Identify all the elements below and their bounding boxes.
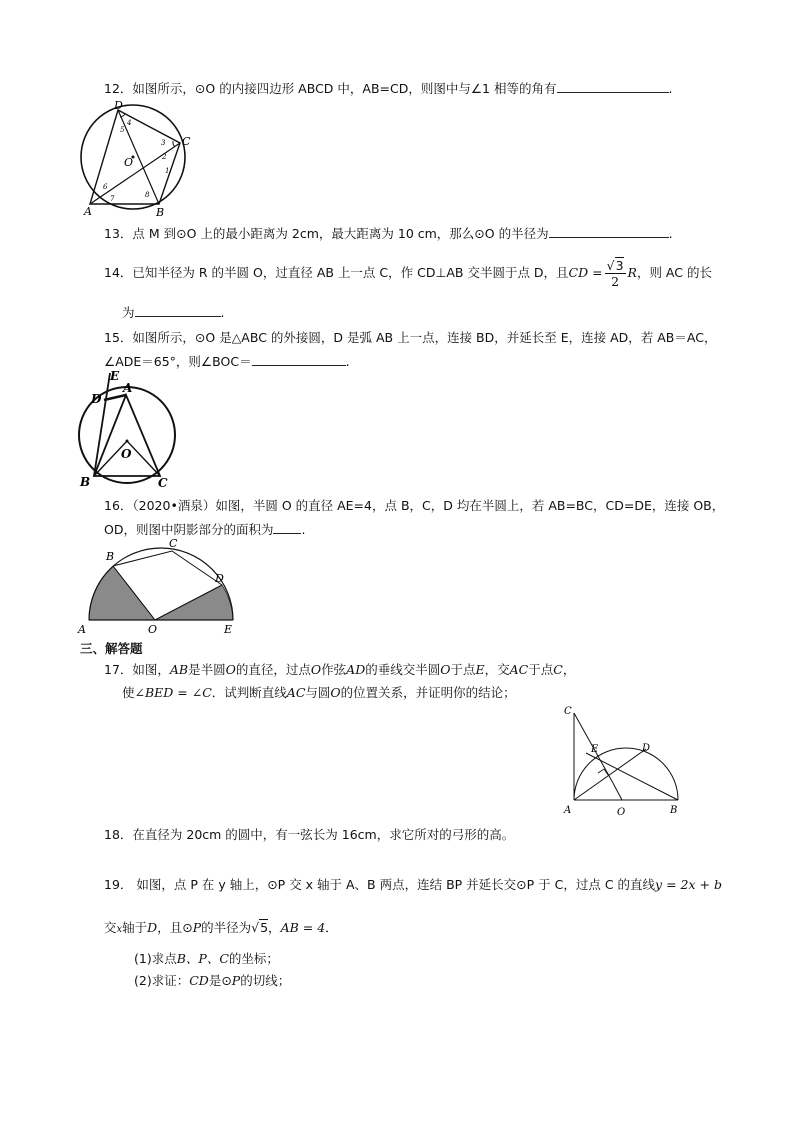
q17-o2: O [310,662,322,677]
q19-s1b: 的坐标； [228,951,279,966]
q19-l2d: 的半径为 [201,920,252,935]
q19-bpc: B、P、C [176,951,229,966]
q14-r: R [627,265,637,280]
q19-line1 [104,876,722,894]
q15-label-C: C [158,476,168,490]
q19-equation: y = 2x + b [655,877,722,892]
q15-line1: 15．如图所示，⊙O 是△ABC 的外接圆，D 是弧 AB 上一点，连接 BD，并延长至 E，连接 AD，若 AB＝AC， [104,330,717,345]
q17-t2: 是半圆 [188,662,226,677]
q17-o1: O [225,662,236,677]
q17-c: C [553,662,563,677]
q12-answer-blank [557,79,669,93]
q15-figure [74,368,184,488]
q19-p: P [192,920,202,935]
q17-t3: 的直径，过点 [235,662,311,677]
q19-cd: CD [189,973,209,988]
q16-label-A: A [78,623,86,636]
q19-l1: 19． 如图，点 P 在 y 轴上，⊙P 交 x 轴于 A、B 两点，连结 BP 并延长交⊙P 于 C，过点 C 的直线 [104,877,656,892]
q19-l2f: ． [325,920,338,935]
q16-end: . [301,522,306,537]
q14-cd: CD = [568,265,603,280]
q17-label-O: O [617,807,626,818]
q17-ac: AC [509,662,529,677]
q17-ac2: AC [286,685,306,700]
q17-t5: 的垂线交半圆 [365,662,441,677]
q13-answer-blank [549,224,669,238]
q17-label-E: E [591,744,599,755]
q17-angle: ∠BED = ∠C [134,685,212,700]
q12-angle-4: 4 [127,119,132,127]
q17-label-C: C [564,706,572,717]
q17-o4: O [330,685,341,700]
q17-figure [560,705,690,820]
q13-end: . [668,226,673,241]
q12-label-O: O [124,156,134,169]
q17-line1 [104,661,575,679]
q17-e: E [475,662,485,677]
q16-line1: 16．（2020•酒泉）如图，半圆 O 的直径 AE=4，点 B，C，D 均在半圆上，若 AB=BC，CD=DE，连接 OB， [104,498,725,513]
q19-p2: P [231,973,241,988]
q16-line2 [104,520,305,539]
q19-x: x [116,924,123,935]
q13-stem: 13．点 M 到⊙O 上的最小距离为 2cm，最大距离为 10 cm，那么⊙O 的半径为 [104,226,549,241]
q17-t8: 于点 [528,662,554,677]
q19-s2b: 是⊙ [208,973,232,988]
q12-label-C: C [182,135,191,148]
q14-line2 [122,303,225,322]
q12-end: . [668,81,673,96]
q17-t9: ， [562,662,576,677]
q17-t6: 于点 [450,662,476,677]
q16-label-O: O [148,623,158,636]
q16-stem: OD，则图中阴影部分的面积为 [104,522,274,537]
q19-line2: 交x轴于D，且⊙P的半径为√5，AB = 4． [104,920,338,935]
q18-text: 18．在直径为 20cm 的圆中，有一弦长为 16cm，求它所对的弓形的高。 [104,827,515,842]
q17-t1: 17．如图， [104,662,170,677]
q14-fraction: $\frac{√3}{2}$ [606,258,624,289]
q19-sub1 [134,950,279,968]
q17-o3: O [440,662,451,677]
q17-l2b: ．试判断直线 [211,685,287,700]
q14-post: ，则 AC 的长 [636,265,712,280]
q12-figure [76,100,196,220]
q17-ab: AB [169,662,189,677]
q19-l2e: ， [268,920,281,935]
q16-figure [76,538,246,638]
q16-label-E: E [224,623,233,636]
q12-label-B: B [156,206,165,219]
q16-label-D: D [215,572,224,585]
q14-frac-den: 2 [611,274,620,289]
q15-end: . [345,354,350,369]
q15-label-D: D [91,392,102,406]
q15-stem: ∠ADE＝65°，则∠BOC＝ [104,354,252,369]
q19-l2c: ，且⊙ [157,920,193,935]
q19-l2a: 交 [104,920,117,935]
q14-frac-num: 3 [615,258,624,273]
q13-text [104,224,673,243]
q12-label-A: A [84,205,92,218]
q19-sqrt5: 5 [260,920,269,935]
q15-label-B: B [80,475,91,489]
q12-angle-8: 8 [145,191,150,199]
q17-l2a: 使 [122,685,135,700]
q17-label-B: B [670,805,678,816]
q12-angle-5: 5 [120,126,125,134]
q17-label-A: A [564,805,572,816]
q12-angle-1: 1 [165,167,170,175]
q16-label-B: B [106,550,115,563]
q12-text [104,79,672,98]
q15-label-O: O [121,447,132,461]
section-3-heading: 三、解答题 [80,641,143,656]
q14-answer-blank [135,303,221,317]
q17-l2d: 的位置关系，并证明你的结论； [340,685,516,700]
q15-label-E: E [110,369,120,383]
q12-angle-2: 2 [162,153,167,161]
q17-t4: 作弦 [321,662,347,677]
q12-angle-6: 6 [103,183,108,191]
q17-ad: AD [346,662,366,677]
q19-s2c: 的切线； [240,973,291,988]
q17-l2c: 与圆 [305,685,331,700]
q16-answer-blank [273,520,301,534]
q19-d: D [147,920,158,935]
q14-end: . [220,305,225,320]
q19-l2b: 轴于 [122,920,148,935]
q19-ab4: AB = 4 [280,920,326,935]
q12-angle-3: 3 [161,139,166,147]
q17-line2 [122,684,516,702]
q17-label-D: D [642,743,651,754]
q12-stem: 12．如图所示，⊙O 的内接四边形 ABCD 中，AB=CD，则图中与∠1 相等的角有 [104,81,557,96]
q12-angle-7: 7 [110,195,115,203]
q17-t7: ，交 [484,662,510,677]
q14-line1 [104,258,712,289]
q14-for: 为 [122,305,135,320]
q15-answer-blank [252,352,346,366]
q16-label-C: C [169,537,178,550]
q19-s2a: (2)求证： [134,973,190,988]
q19-sub2 [134,972,290,990]
q15-label-A: A [123,381,133,395]
q12-label-D: D [114,99,123,112]
q19-s1a: (1)求点 [134,951,177,966]
q14-stem: 14．已知半径为 R 的半圆 O，过直径 AB 上一点 C，作 CD⊥AB 交半圆于点 D，且 [104,265,569,280]
